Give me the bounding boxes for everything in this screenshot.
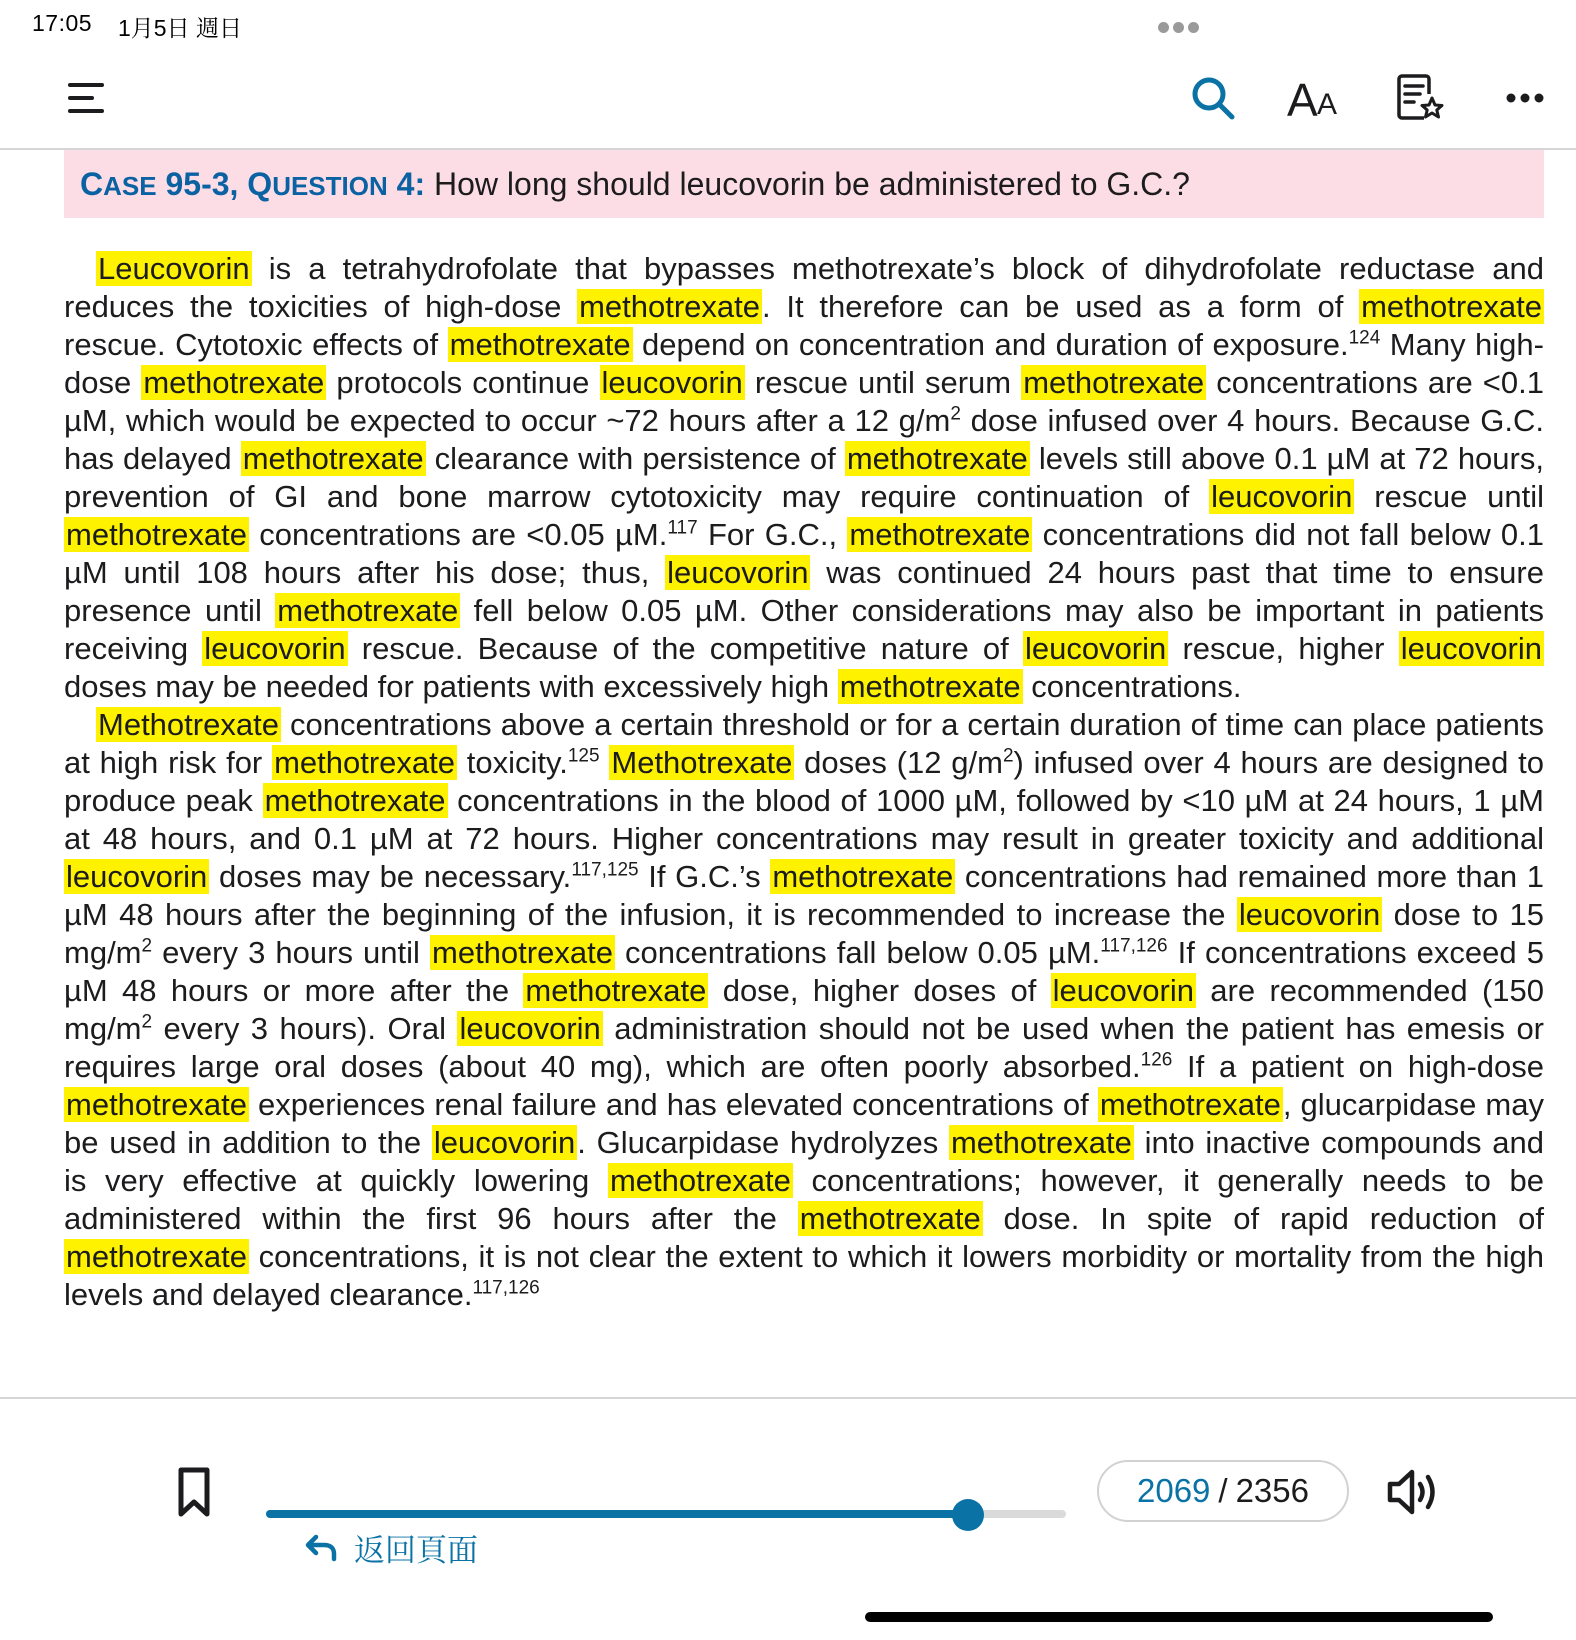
highlighted-term[interactable]: leucovorin [1211,479,1353,514]
highlighted-term[interactable]: leucovorin [1400,631,1543,666]
highlighted-term[interactable]: methotrexate [66,1087,247,1122]
back-arrow-icon [304,1532,338,1562]
highlighted-term[interactable]: leucovorin [667,555,809,590]
bookmarks-list-button[interactable] [1390,68,1450,128]
highlighted-term[interactable]: methotrexate [846,441,1028,476]
citation-superscript: 2 [141,935,153,957]
reader-toolbar [0,48,1576,150]
svg-text:A: A [1287,74,1318,122]
highlighted-term[interactable]: methotrexate [277,593,459,628]
highlighted-term[interactable]: methotrexate [849,517,1031,552]
status-time: 17:05 [32,10,93,36]
highlighted-term[interactable]: leucovorin [1052,973,1194,1008]
highlighted-term[interactable]: leucovorin [1024,631,1167,666]
highlighted-term[interactable]: methotrexate [264,783,446,818]
highlighted-term[interactable]: methotrexate [66,517,247,552]
highlighted-term[interactable]: methotrexate [1023,365,1205,400]
highlighted-term[interactable]: leucovorin [459,1011,601,1046]
home-indicator[interactable] [865,1612,1493,1622]
highlighted-term[interactable]: leucovorin [66,859,208,894]
bookmarks-list-icon [1394,72,1446,124]
highlighted-term[interactable]: leucovorin [601,365,743,400]
highlighted-term[interactable]: methotrexate [242,441,424,476]
article-body [64,250,1544,1314]
citation-superscript: 117,126 [1100,935,1168,957]
highlighted-term[interactable]: methotrexate [579,289,761,324]
reader-content [64,148,1544,1393]
case-question-label: CASE 95-3, QUESTION 4: [80,166,426,202]
bookmark-icon [172,1464,216,1520]
search-button[interactable] [1183,68,1243,128]
reader-footer [0,1400,1576,1640]
current-page: 2069 [1136,1472,1211,1509]
status-bar [0,0,1576,48]
highlighted-term[interactable]: methotrexate [274,745,455,780]
font-size-button[interactable] [1285,68,1345,128]
highlighted-term[interactable]: methotrexate [449,327,631,362]
more-button[interactable] [1495,68,1555,128]
read-aloud-button[interactable] [1385,1466,1441,1518]
more-icon [1505,92,1545,104]
citation-superscript: 2 [1002,745,1014,767]
back-to-page-link[interactable] [304,1525,478,1569]
highlighted-term[interactable]: Methotrexate [611,745,793,780]
highlighted-term[interactable]: Methotrexate [98,707,279,742]
highlighted-term[interactable]: methotrexate [143,365,325,400]
svg-text:A: A [1317,88,1338,121]
footer-divider [0,1397,1576,1399]
multitasking-dots-icon[interactable] [1158,20,1203,38]
highlighted-term[interactable]: methotrexate [1361,289,1543,324]
highlighted-term[interactable]: leucovorin [204,631,346,666]
progress-thumb[interactable] [952,1499,984,1531]
highlighted-term[interactable]: methotrexate [432,935,613,970]
citation-superscript: 124 [1348,327,1381,349]
menu-button[interactable] [56,68,116,128]
bookmark-button[interactable] [172,1464,216,1520]
total-pages: 2356 [1235,1472,1309,1509]
citation-superscript: 125 [567,745,600,767]
case-question-banner [64,150,1544,218]
page-indicator[interactable] [1097,1460,1349,1522]
back-to-page-label: 返回頁面 [354,1532,478,1568]
citation-superscript: 117,126 [472,1277,540,1299]
audio-icon [1385,1466,1441,1518]
status-date: 1月5日 週日 [118,15,242,41]
highlighted-term[interactable]: methotrexate [609,1163,791,1198]
highlighted-term[interactable]: methotrexate [66,1239,247,1274]
highlighted-term[interactable]: leucovorin [1238,897,1381,932]
highlighted-term[interactable]: methotrexate [839,669,1021,704]
citation-superscript: 2 [141,1011,153,1033]
article-paragraph: Leucovorin is a tetrahydrofolate that bypasses methotrexate’s block of dihydrofolate reductase and reduces the toxicities of high-dose methotrexate. It therefore can be used as a form of methotrexate rescue. Cytotoxic effects of methotrexate depend on concentration and duration of exposure.$^{124}$ Many high-dose methotrexate protocols continue leucovorin rescue until serum methotrexate concentrations are <0.1 µM, which would be expected to occur ~72 hours after a 12 $g/m^2$ dose infused over 4 hours. Because G.C. has delayed methotrexate clearance with persistence of methotrexate levels still above 0.1 µM at 72 hours, prevention of GI and bone marrow cytotoxicity may require continuation of leucovorin rescue until methotrexate concentrations are <0.05 µM.$^{117}$ For G.C., methotrexate concentrations did not fall below 0.1 µM until 108 hours after his dose; thus, leucovorin was continued 24 hours past that time to ensure presence until methotrexate fell below 0.05 µM. Other considerations may also be important in patients receiving leucovorin rescue. Because of the competitive nature of leucovorin rescue, higher leucovorin doses may be needed for patients with excessively high methotrexate concentrations. [64,251,1545,704]
page-separator: / [1218,1472,1228,1509]
highlighted-term[interactable]: methotrexate [799,1201,981,1236]
citation-superscript: 117 [667,517,698,539]
font-size-icon [1287,74,1343,122]
highlighted-term[interactable]: methotrexate [525,973,707,1008]
highlighted-term[interactable]: methotrexate [1099,1087,1281,1122]
search-icon [1189,74,1237,122]
highlighted-term[interactable]: methotrexate [772,859,954,894]
article-paragraph: Methotrexate concentrations above a certain threshold or for a certain duration of time can place patients at high risk for methotrexate toxicity.$^{125}$ Methotrexate doses (12 $g/m^2$) infused over 4 hours are designed to produce peak methotrexate concentrations in the blood of 1000 µM, followed by <10 µM at 24 hours, 1 µM at 48 hours, and 0.1 µM at 72 hours. Higher concentrations may result in greater toxicity and additional leucovorin doses may be necessary.$^{117,125}$ If G.C.’s methotrexate concentrations had remained more than 1 µM 48 hours after the beginning of the infusion, it is recommended to increase the leucovorin dose to 15 $mg/m^2$ every 3 hours until methotrexate concentrations fall below 0.05 µM.$^{117,126}$ If concentrations exceed 5 µM 48 hours or more after the methotrexate dose, higher doses of leucovorin are recommended (150 $mg/m^2$ every 3 hours). Oral leucovorin administration should not be used when the patient has emesis or requires large oral doses (about 40 mg), which are often poorly absorbed.$^{126}$ If a patient on high-dose methotrexate experiences renal failure and has elevated concentrations of methotrexate, glucarpidase may be used in addition to the leucovorin. Glucarpidase hydrolyzes methotrexate into inactive compounds and is very effective at quickly lowering methotrexate concentrations; however, it generally needs to be administered within the first 96 hours after the methotrexate dose. In spite of rapid reduction of methotrexate concentrations, it is not clear the extent to which it lowers morbidity or mortality from the high levels and delayed clearance.$^{117,126}$ [64,707,1545,1312]
progress-fill [266,1510,968,1518]
citation-superscript: 117,125 [571,859,639,881]
highlighted-term[interactable]: leucovorin [433,1125,576,1160]
highlighted-term[interactable]: methotrexate [950,1125,1132,1160]
citation-superscript: 2 [950,403,961,425]
menu-icon [64,80,108,116]
case-question-text: How long should leucovorin be administered to G.C.? [434,166,1190,202]
highlighted-term[interactable]: Leucovorin [98,251,250,286]
citation-superscript: 126 [1140,1049,1173,1071]
